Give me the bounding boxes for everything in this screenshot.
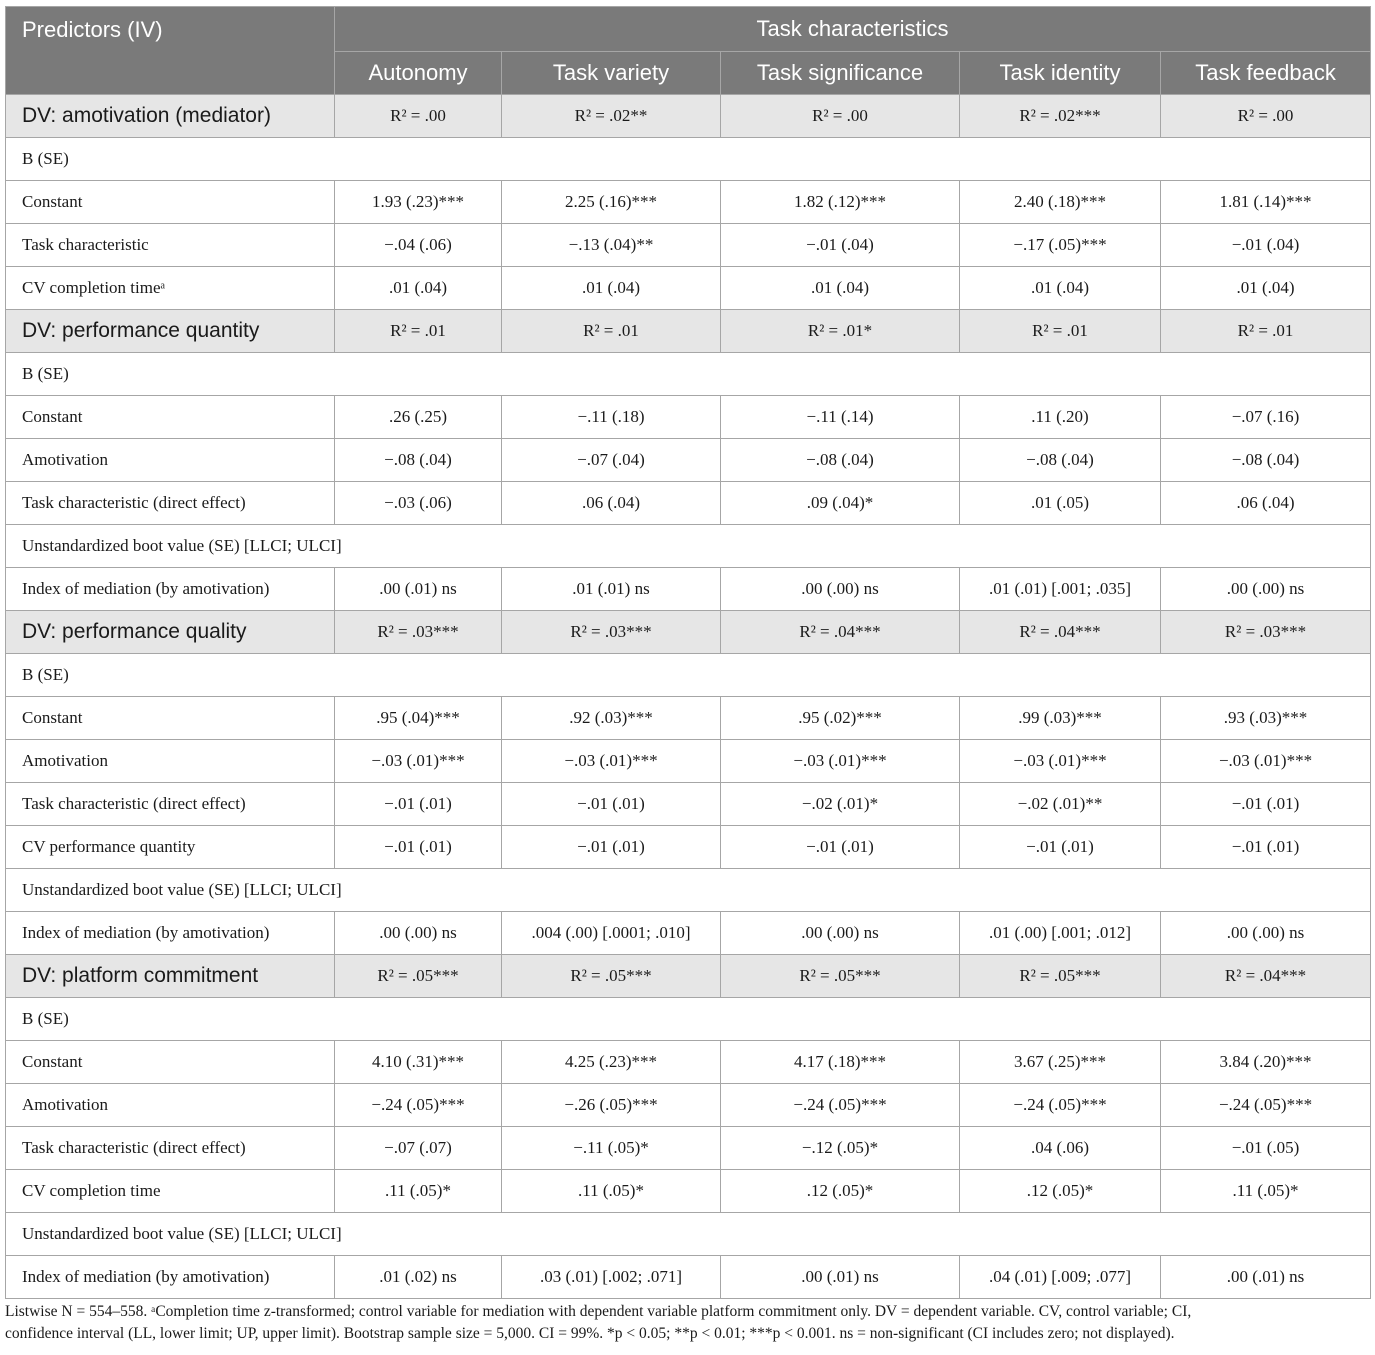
value-cell: 4.25 (.23)*** bbox=[502, 1041, 721, 1084]
value-cell: .01 (.04) bbox=[335, 267, 502, 310]
row-label: Amotivation bbox=[6, 1084, 335, 1127]
value-cell: .11 (.05)* bbox=[502, 1170, 721, 1213]
r-squared-cell: R² = .00 bbox=[335, 95, 502, 138]
value-cell: .01 (.04) bbox=[502, 267, 721, 310]
subheader-row bbox=[6, 525, 1371, 568]
value-cell: −.24 (.05)*** bbox=[1161, 1084, 1371, 1127]
table-body bbox=[6, 95, 1371, 1299]
value-cell: −.03 (.01)*** bbox=[502, 740, 721, 783]
r-squared-cell: R² = .05*** bbox=[721, 955, 960, 998]
value-cell: .04 (.06) bbox=[960, 1127, 1161, 1170]
value-cell: .95 (.02)*** bbox=[721, 697, 960, 740]
value-cell: .12 (.05)* bbox=[960, 1170, 1161, 1213]
row-label: CV performance quantity bbox=[6, 826, 335, 869]
value-cell: −.01 (.01) bbox=[502, 826, 721, 869]
value-cell: −.13 (.04)** bbox=[502, 224, 721, 267]
table-row bbox=[6, 783, 1371, 826]
value-cell: 1.93 (.23)*** bbox=[335, 181, 502, 224]
value-cell: .01 (.01) ns bbox=[502, 568, 721, 611]
value-cell: −.17 (.05)*** bbox=[960, 224, 1161, 267]
table-row bbox=[6, 224, 1371, 267]
table-row bbox=[6, 1084, 1371, 1127]
r-squared-cell: R² = .04*** bbox=[960, 611, 1161, 654]
value-cell: 2.40 (.18)*** bbox=[960, 181, 1161, 224]
value-cell: −.01 (.04) bbox=[721, 224, 960, 267]
value-cell: .99 (.03)*** bbox=[960, 697, 1161, 740]
value-cell: −.01 (.01) bbox=[335, 826, 502, 869]
row-label: Amotivation bbox=[6, 439, 335, 482]
value-cell: −.03 (.01)*** bbox=[960, 740, 1161, 783]
header-task-characteristics: Task characteristics bbox=[335, 7, 1371, 52]
value-cell: .00 (.01) ns bbox=[335, 568, 502, 611]
table-row bbox=[6, 568, 1371, 611]
value-cell: −.01 (.01) bbox=[502, 783, 721, 826]
value-cell: .11 (.05)* bbox=[335, 1170, 502, 1213]
row-label: CV completion time bbox=[6, 1170, 335, 1213]
table-row bbox=[6, 826, 1371, 869]
value-cell: −.01 (.01) bbox=[960, 826, 1161, 869]
row-label: Task characteristic (direct effect) bbox=[6, 1127, 335, 1170]
value-cell: −.01 (.01) bbox=[721, 826, 960, 869]
dv-label: DV: platform commitment bbox=[6, 955, 335, 998]
value-cell: .00 (.01) ns bbox=[721, 1256, 960, 1299]
value-cell: .93 (.03)*** bbox=[1161, 697, 1371, 740]
r-squared-cell: R² = .05*** bbox=[335, 955, 502, 998]
subheader-label: B (SE) bbox=[6, 353, 1371, 396]
column-header: Task variety bbox=[502, 52, 721, 95]
value-cell: −.26 (.05)*** bbox=[502, 1084, 721, 1127]
dv-label: DV: amotivation (mediator) bbox=[6, 95, 335, 138]
value-cell: −.02 (.01)** bbox=[960, 783, 1161, 826]
value-cell: −.03 (.06) bbox=[335, 482, 502, 525]
row-label: Amotivation bbox=[6, 740, 335, 783]
dv-label: DV: performance quality bbox=[6, 611, 335, 654]
footnote-line: confidence interval (LL, lower limit; UP, upper limit). Bootstrap sample size = 5,000. CI = 99%. *p < 0.05; **p < 0.01; ***p < 0.001. ns = non-significant (CI includes zero; not displayed). bbox=[5, 1325, 1175, 1342]
value-cell: .04 (.01) [.009; .077] bbox=[960, 1256, 1161, 1299]
row-label: Constant bbox=[6, 1041, 335, 1084]
value-cell: −.24 (.05)*** bbox=[335, 1084, 502, 1127]
r-squared-cell: R² = .01 bbox=[502, 310, 721, 353]
table-row bbox=[6, 267, 1371, 310]
value-cell: −.08 (.04) bbox=[721, 439, 960, 482]
value-cell: −.08 (.04) bbox=[960, 439, 1161, 482]
column-header: Task feedback bbox=[1161, 52, 1371, 95]
value-cell: 1.81 (.14)*** bbox=[1161, 181, 1371, 224]
row-label: CV completion timeᵃ bbox=[6, 267, 335, 310]
table-row bbox=[6, 697, 1371, 740]
value-cell: −.24 (.05)*** bbox=[721, 1084, 960, 1127]
table-row bbox=[6, 181, 1371, 224]
value-cell: −.01 (.04) bbox=[1161, 224, 1371, 267]
row-label: Constant bbox=[6, 396, 335, 439]
value-cell: .01 (.01) [.001; .035] bbox=[960, 568, 1161, 611]
subheader-label: Unstandardized boot value (SE) [LLCI; ULCI] bbox=[6, 869, 1371, 912]
subheader-row bbox=[6, 998, 1371, 1041]
value-cell: .00 (.01) ns bbox=[1161, 1256, 1371, 1299]
value-cell: .11 (.20) bbox=[960, 396, 1161, 439]
value-cell: 2.25 (.16)*** bbox=[502, 181, 721, 224]
dv-row bbox=[6, 611, 1371, 654]
value-cell: 4.10 (.31)*** bbox=[335, 1041, 502, 1084]
r-squared-cell: R² = .05*** bbox=[502, 955, 721, 998]
r-squared-cell: R² = .00 bbox=[1161, 95, 1371, 138]
r-squared-cell: R² = .03*** bbox=[1161, 611, 1371, 654]
table-row bbox=[6, 396, 1371, 439]
r-squared-cell: R² = .03*** bbox=[335, 611, 502, 654]
subheader-label: B (SE) bbox=[6, 998, 1371, 1041]
value-cell: .01 (.04) bbox=[960, 267, 1161, 310]
value-cell: .00 (.00) ns bbox=[1161, 912, 1371, 955]
value-cell: −.01 (.05) bbox=[1161, 1127, 1371, 1170]
value-cell: −.08 (.04) bbox=[1161, 439, 1371, 482]
row-label: Index of mediation (by amotivation) bbox=[6, 568, 335, 611]
value-cell: .01 (.04) bbox=[721, 267, 960, 310]
column-header: Autonomy bbox=[335, 52, 502, 95]
r-squared-cell: R² = .04*** bbox=[721, 611, 960, 654]
value-cell: −.08 (.04) bbox=[335, 439, 502, 482]
row-label: Task characteristic (direct effect) bbox=[6, 783, 335, 826]
footnote-line: Listwise N = 554–558. ᵃCompletion time z-transformed; control variable for mediation with dependent variable platform commitment only. DV = dependent variable. CV, control variable; CI, bbox=[5, 1303, 1192, 1320]
value-cell: .00 (.00) ns bbox=[1161, 568, 1371, 611]
value-cell: .06 (.04) bbox=[1161, 482, 1371, 525]
r-squared-cell: R² = .04*** bbox=[1161, 955, 1371, 998]
value-cell: −.03 (.01)*** bbox=[721, 740, 960, 783]
value-cell: 3.67 (.25)*** bbox=[960, 1041, 1161, 1084]
value-cell: .09 (.04)* bbox=[721, 482, 960, 525]
r-squared-cell: R² = .01 bbox=[335, 310, 502, 353]
subheader-row bbox=[6, 353, 1371, 396]
table-row bbox=[6, 1127, 1371, 1170]
value-cell: .01 (.04) bbox=[1161, 267, 1371, 310]
value-cell: .26 (.25) bbox=[335, 396, 502, 439]
value-cell: −.07 (.07) bbox=[335, 1127, 502, 1170]
value-cell: −.01 (.01) bbox=[335, 783, 502, 826]
table-header bbox=[6, 7, 1371, 95]
value-cell: −.11 (.14) bbox=[721, 396, 960, 439]
table-row bbox=[6, 1041, 1371, 1084]
value-cell: .004 (.00) [.0001; .010] bbox=[502, 912, 721, 955]
value-cell: .95 (.04)*** bbox=[335, 697, 502, 740]
r-squared-cell: R² = .00 bbox=[721, 95, 960, 138]
row-label: Constant bbox=[6, 697, 335, 740]
subheader-label: B (SE) bbox=[6, 138, 1371, 181]
value-cell: −.11 (.18) bbox=[502, 396, 721, 439]
value-cell: .00 (.00) ns bbox=[721, 912, 960, 955]
value-cell: −.12 (.05)* bbox=[721, 1127, 960, 1170]
row-label: Index of mediation (by amotivation) bbox=[6, 1256, 335, 1299]
r-squared-cell: R² = .01 bbox=[960, 310, 1161, 353]
value-cell: .00 (.00) ns bbox=[721, 568, 960, 611]
results-table bbox=[5, 6, 1371, 1299]
subheader-label: Unstandardized boot value (SE) [LLCI; ULCI] bbox=[6, 1213, 1371, 1256]
dv-row bbox=[6, 95, 1371, 138]
subheader-row bbox=[6, 138, 1371, 181]
r-squared-cell: R² = .02*** bbox=[960, 95, 1161, 138]
value-cell: 4.17 (.18)*** bbox=[721, 1041, 960, 1084]
table-row bbox=[6, 482, 1371, 525]
dv-label: DV: performance quantity bbox=[6, 310, 335, 353]
row-label: Task characteristic bbox=[6, 224, 335, 267]
r-squared-cell: R² = .01* bbox=[721, 310, 960, 353]
value-cell: .01 (.02) ns bbox=[335, 1256, 502, 1299]
value-cell: −.03 (.01)*** bbox=[1161, 740, 1371, 783]
header-predictors: Predictors (IV) bbox=[6, 7, 335, 95]
value-cell: −.01 (.01) bbox=[1161, 826, 1371, 869]
value-cell: −.02 (.01)* bbox=[721, 783, 960, 826]
value-cell: −.03 (.01)*** bbox=[335, 740, 502, 783]
table-row bbox=[6, 1256, 1371, 1299]
value-cell: 1.82 (.12)*** bbox=[721, 181, 960, 224]
value-cell: .11 (.05)* bbox=[1161, 1170, 1371, 1213]
value-cell: −.07 (.16) bbox=[1161, 396, 1371, 439]
value-cell: .00 (.00) ns bbox=[335, 912, 502, 955]
subheader-row bbox=[6, 869, 1371, 912]
dv-row bbox=[6, 310, 1371, 353]
table-row bbox=[6, 912, 1371, 955]
value-cell: −.04 (.06) bbox=[335, 224, 502, 267]
value-cell: .06 (.04) bbox=[502, 482, 721, 525]
value-cell: −.01 (.01) bbox=[1161, 783, 1371, 826]
value-cell: 3.84 (.20)*** bbox=[1161, 1041, 1371, 1084]
value-cell: .01 (.05) bbox=[960, 482, 1161, 525]
subheader-label: B (SE) bbox=[6, 654, 1371, 697]
table-row bbox=[6, 740, 1371, 783]
table-row bbox=[6, 439, 1371, 482]
r-squared-cell: R² = .02** bbox=[502, 95, 721, 138]
column-header: Task identity bbox=[960, 52, 1161, 95]
subheader-row bbox=[6, 654, 1371, 697]
r-squared-cell: R² = .01 bbox=[1161, 310, 1371, 353]
r-squared-cell: R² = .05*** bbox=[960, 955, 1161, 998]
column-header: Task significance bbox=[721, 52, 960, 95]
value-cell: −.11 (.05)* bbox=[502, 1127, 721, 1170]
value-cell: .92 (.03)*** bbox=[502, 697, 721, 740]
dv-row bbox=[6, 955, 1371, 998]
subheader-row bbox=[6, 1213, 1371, 1256]
value-cell: −.07 (.04) bbox=[502, 439, 721, 482]
row-label: Task characteristic (direct effect) bbox=[6, 482, 335, 525]
subheader-label: Unstandardized boot value (SE) [LLCI; ULCI] bbox=[6, 525, 1371, 568]
row-label: Constant bbox=[6, 181, 335, 224]
value-cell: .12 (.05)* bbox=[721, 1170, 960, 1213]
table-row bbox=[6, 1170, 1371, 1213]
value-cell: .03 (.01) [.002; .071] bbox=[502, 1256, 721, 1299]
table-footnote bbox=[5, 1301, 1370, 1345]
r-squared-cell: R² = .03*** bbox=[502, 611, 721, 654]
value-cell: .01 (.00) [.001; .012] bbox=[960, 912, 1161, 955]
value-cell: −.24 (.05)*** bbox=[960, 1084, 1161, 1127]
row-label: Index of mediation (by amotivation) bbox=[6, 912, 335, 955]
